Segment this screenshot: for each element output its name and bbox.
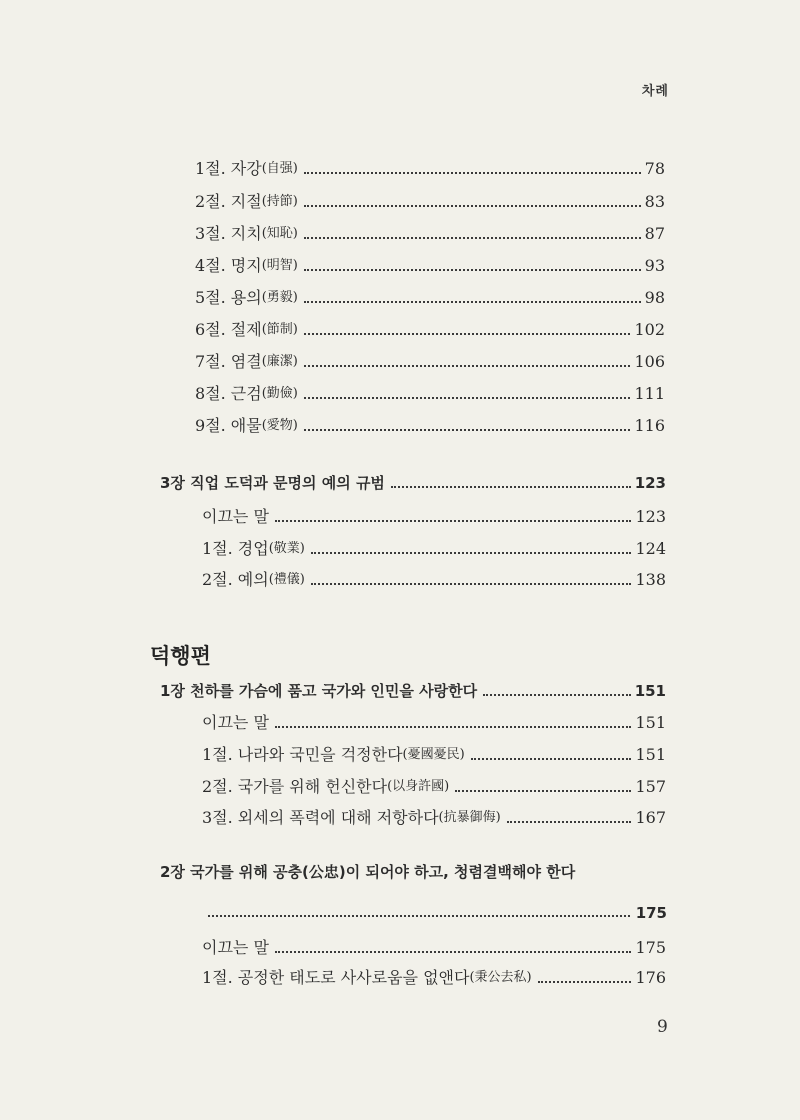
toc-entry-hanja: (持節) bbox=[261, 194, 298, 209]
toc-entry-page: 87 bbox=[644, 224, 665, 243]
toc-entry-page: 124 bbox=[635, 539, 666, 558]
toc-chapter-3[interactable] bbox=[160, 471, 666, 493]
toc-entry-hanja: (秉公去私) bbox=[469, 970, 532, 985]
toc-entry-hanja: (抗暴御侮) bbox=[438, 810, 501, 825]
toc-entry-page: 106 bbox=[634, 352, 665, 371]
toc-entry-label: 7절. 염결 bbox=[195, 352, 262, 371]
chapter-page: 151 bbox=[634, 682, 666, 700]
toc-entry-label: 1절. 자강 bbox=[195, 159, 262, 178]
toc-entry-page: 176 bbox=[635, 968, 666, 987]
toc-entry-label: 1절. 나라와 국민을 걱정한다 bbox=[202, 745, 403, 764]
toc-entry-hanja: (節制) bbox=[261, 322, 298, 337]
toc-entry-page: 83 bbox=[644, 192, 665, 211]
toc-entry-label: 5절. 용의 bbox=[195, 288, 262, 307]
dot-leader bbox=[304, 429, 631, 431]
dot-leader bbox=[304, 301, 641, 303]
toc-entry-page: 175 bbox=[635, 938, 666, 957]
toc-entry-page: 98 bbox=[644, 288, 665, 307]
toc-entry[interactable] bbox=[195, 254, 665, 276]
toc-entry[interactable] bbox=[195, 286, 665, 308]
toc-entry-label: 이끄는 말 bbox=[202, 507, 269, 526]
chapter-page: 123 bbox=[634, 474, 666, 492]
toc-chapter-2-leader-row[interactable] bbox=[208, 900, 667, 922]
toc-entry[interactable] bbox=[202, 711, 666, 733]
dot-leader bbox=[455, 790, 631, 792]
toc-entry-page: 93 bbox=[644, 256, 665, 275]
toc-entry-page: 151 bbox=[635, 713, 666, 732]
toc-entry[interactable] bbox=[195, 157, 665, 179]
dot-leader bbox=[304, 205, 641, 207]
toc-entry-label: 2절. 국가를 위해 헌신한다 bbox=[202, 777, 388, 796]
toc-entry-page: 116 bbox=[634, 416, 665, 435]
toc-entry-hanja: (憂國憂民) bbox=[402, 747, 465, 762]
dot-leader bbox=[304, 333, 631, 335]
chapter-page: 175 bbox=[635, 904, 667, 922]
toc-entry-label: 6절. 절제 bbox=[195, 320, 262, 339]
toc-entry-page: 123 bbox=[635, 507, 666, 526]
toc-entry-hanja: (愛物) bbox=[261, 418, 298, 433]
toc-entry[interactable] bbox=[195, 382, 665, 404]
dot-leader bbox=[538, 981, 632, 983]
toc-entry[interactable] bbox=[202, 505, 666, 527]
toc-entry[interactable] bbox=[195, 190, 665, 212]
toc-entry[interactable] bbox=[195, 318, 665, 340]
toc-entry[interactable] bbox=[202, 743, 666, 765]
toc-entry-label: 4절. 명지 bbox=[195, 256, 262, 275]
dot-leader bbox=[391, 486, 631, 488]
section-heading: 덕행편 bbox=[150, 644, 211, 668]
toc-entry[interactable] bbox=[202, 537, 666, 559]
toc-entry-hanja: (自强) bbox=[261, 161, 298, 176]
toc-entry[interactable] bbox=[195, 222, 665, 244]
dot-leader bbox=[311, 552, 632, 554]
toc-entry[interactable] bbox=[202, 936, 666, 958]
dot-leader bbox=[471, 758, 632, 760]
chapter-title: 1장 천하를 가슴에 품고 국가와 인민을 사랑한다 bbox=[160, 682, 478, 700]
toc-entry-hanja: (敬業) bbox=[268, 541, 305, 556]
toc-entry-page: 78 bbox=[644, 159, 665, 178]
toc-entry[interactable] bbox=[195, 350, 665, 372]
toc-entry[interactable] bbox=[202, 806, 666, 828]
dot-leader bbox=[275, 951, 632, 953]
toc-entry-page: 151 bbox=[635, 745, 666, 764]
dot-leader bbox=[483, 694, 631, 696]
toc-entry-label: 9절. 애물 bbox=[195, 416, 262, 435]
toc-entry-page: 138 bbox=[635, 570, 666, 589]
toc-entry-label: 3절. 지치 bbox=[195, 224, 262, 243]
dot-leader bbox=[304, 269, 641, 271]
toc-entry-label: 1절. 공정한 태도로 사사로움을 없앤다 bbox=[202, 968, 470, 987]
toc-entry-hanja: (廉潔) bbox=[261, 354, 298, 369]
toc-entry-page: 111 bbox=[634, 384, 665, 403]
toc-entry-page: 157 bbox=[635, 777, 666, 796]
toc-entry[interactable] bbox=[202, 966, 666, 988]
running-head: 차례 bbox=[641, 84, 669, 99]
toc-entry-label: 이끄는 말 bbox=[202, 938, 269, 957]
dot-leader bbox=[275, 520, 632, 522]
dot-leader bbox=[304, 365, 631, 367]
toc-chapter-1[interactable] bbox=[160, 679, 666, 701]
toc-entry[interactable] bbox=[195, 414, 665, 436]
toc-entry-hanja: (勇毅) bbox=[261, 290, 298, 305]
toc-entry-label: 8절. 근검 bbox=[195, 384, 262, 403]
dot-leader bbox=[304, 237, 641, 239]
toc-entry-hanja: (禮儀) bbox=[268, 572, 305, 587]
toc-entry-label: 이끄는 말 bbox=[202, 713, 269, 732]
toc-entry-label: 1절. 경업 bbox=[202, 539, 269, 558]
toc-entry-hanja: (以身許國) bbox=[387, 779, 450, 794]
toc-chapter-2-title[interactable]: 2장 국가를 위해 공충(公忠)이 되어야 하고, 청렴결백해야 한다 bbox=[160, 863, 576, 881]
toc-entry-hanja: (勤儉) bbox=[261, 386, 298, 401]
dot-leader bbox=[311, 583, 632, 585]
toc-entry-label: 3절. 외세의 폭력에 대해 저항하다 bbox=[202, 808, 439, 827]
dot-leader bbox=[507, 821, 632, 823]
toc-entry-page: 102 bbox=[634, 320, 665, 339]
dot-leader bbox=[304, 172, 641, 174]
dot-leader bbox=[275, 726, 632, 728]
dot-leader bbox=[304, 397, 631, 399]
chapter-title: 3장 직업 도덕과 문명의 예의 규범 bbox=[160, 474, 385, 492]
toc-entry-hanja: (知恥) bbox=[261, 226, 298, 241]
toc-entry-page: 167 bbox=[635, 808, 666, 827]
page-number: 9 bbox=[657, 1017, 668, 1037]
toc-entry-label: 2절. 지절 bbox=[195, 192, 262, 211]
toc-entry-label: 2절. 예의 bbox=[202, 570, 269, 589]
toc-entry-hanja: (明智) bbox=[261, 258, 298, 273]
toc-entry[interactable] bbox=[202, 775, 666, 797]
toc-entry[interactable] bbox=[202, 568, 666, 590]
dot-leader bbox=[208, 915, 630, 917]
